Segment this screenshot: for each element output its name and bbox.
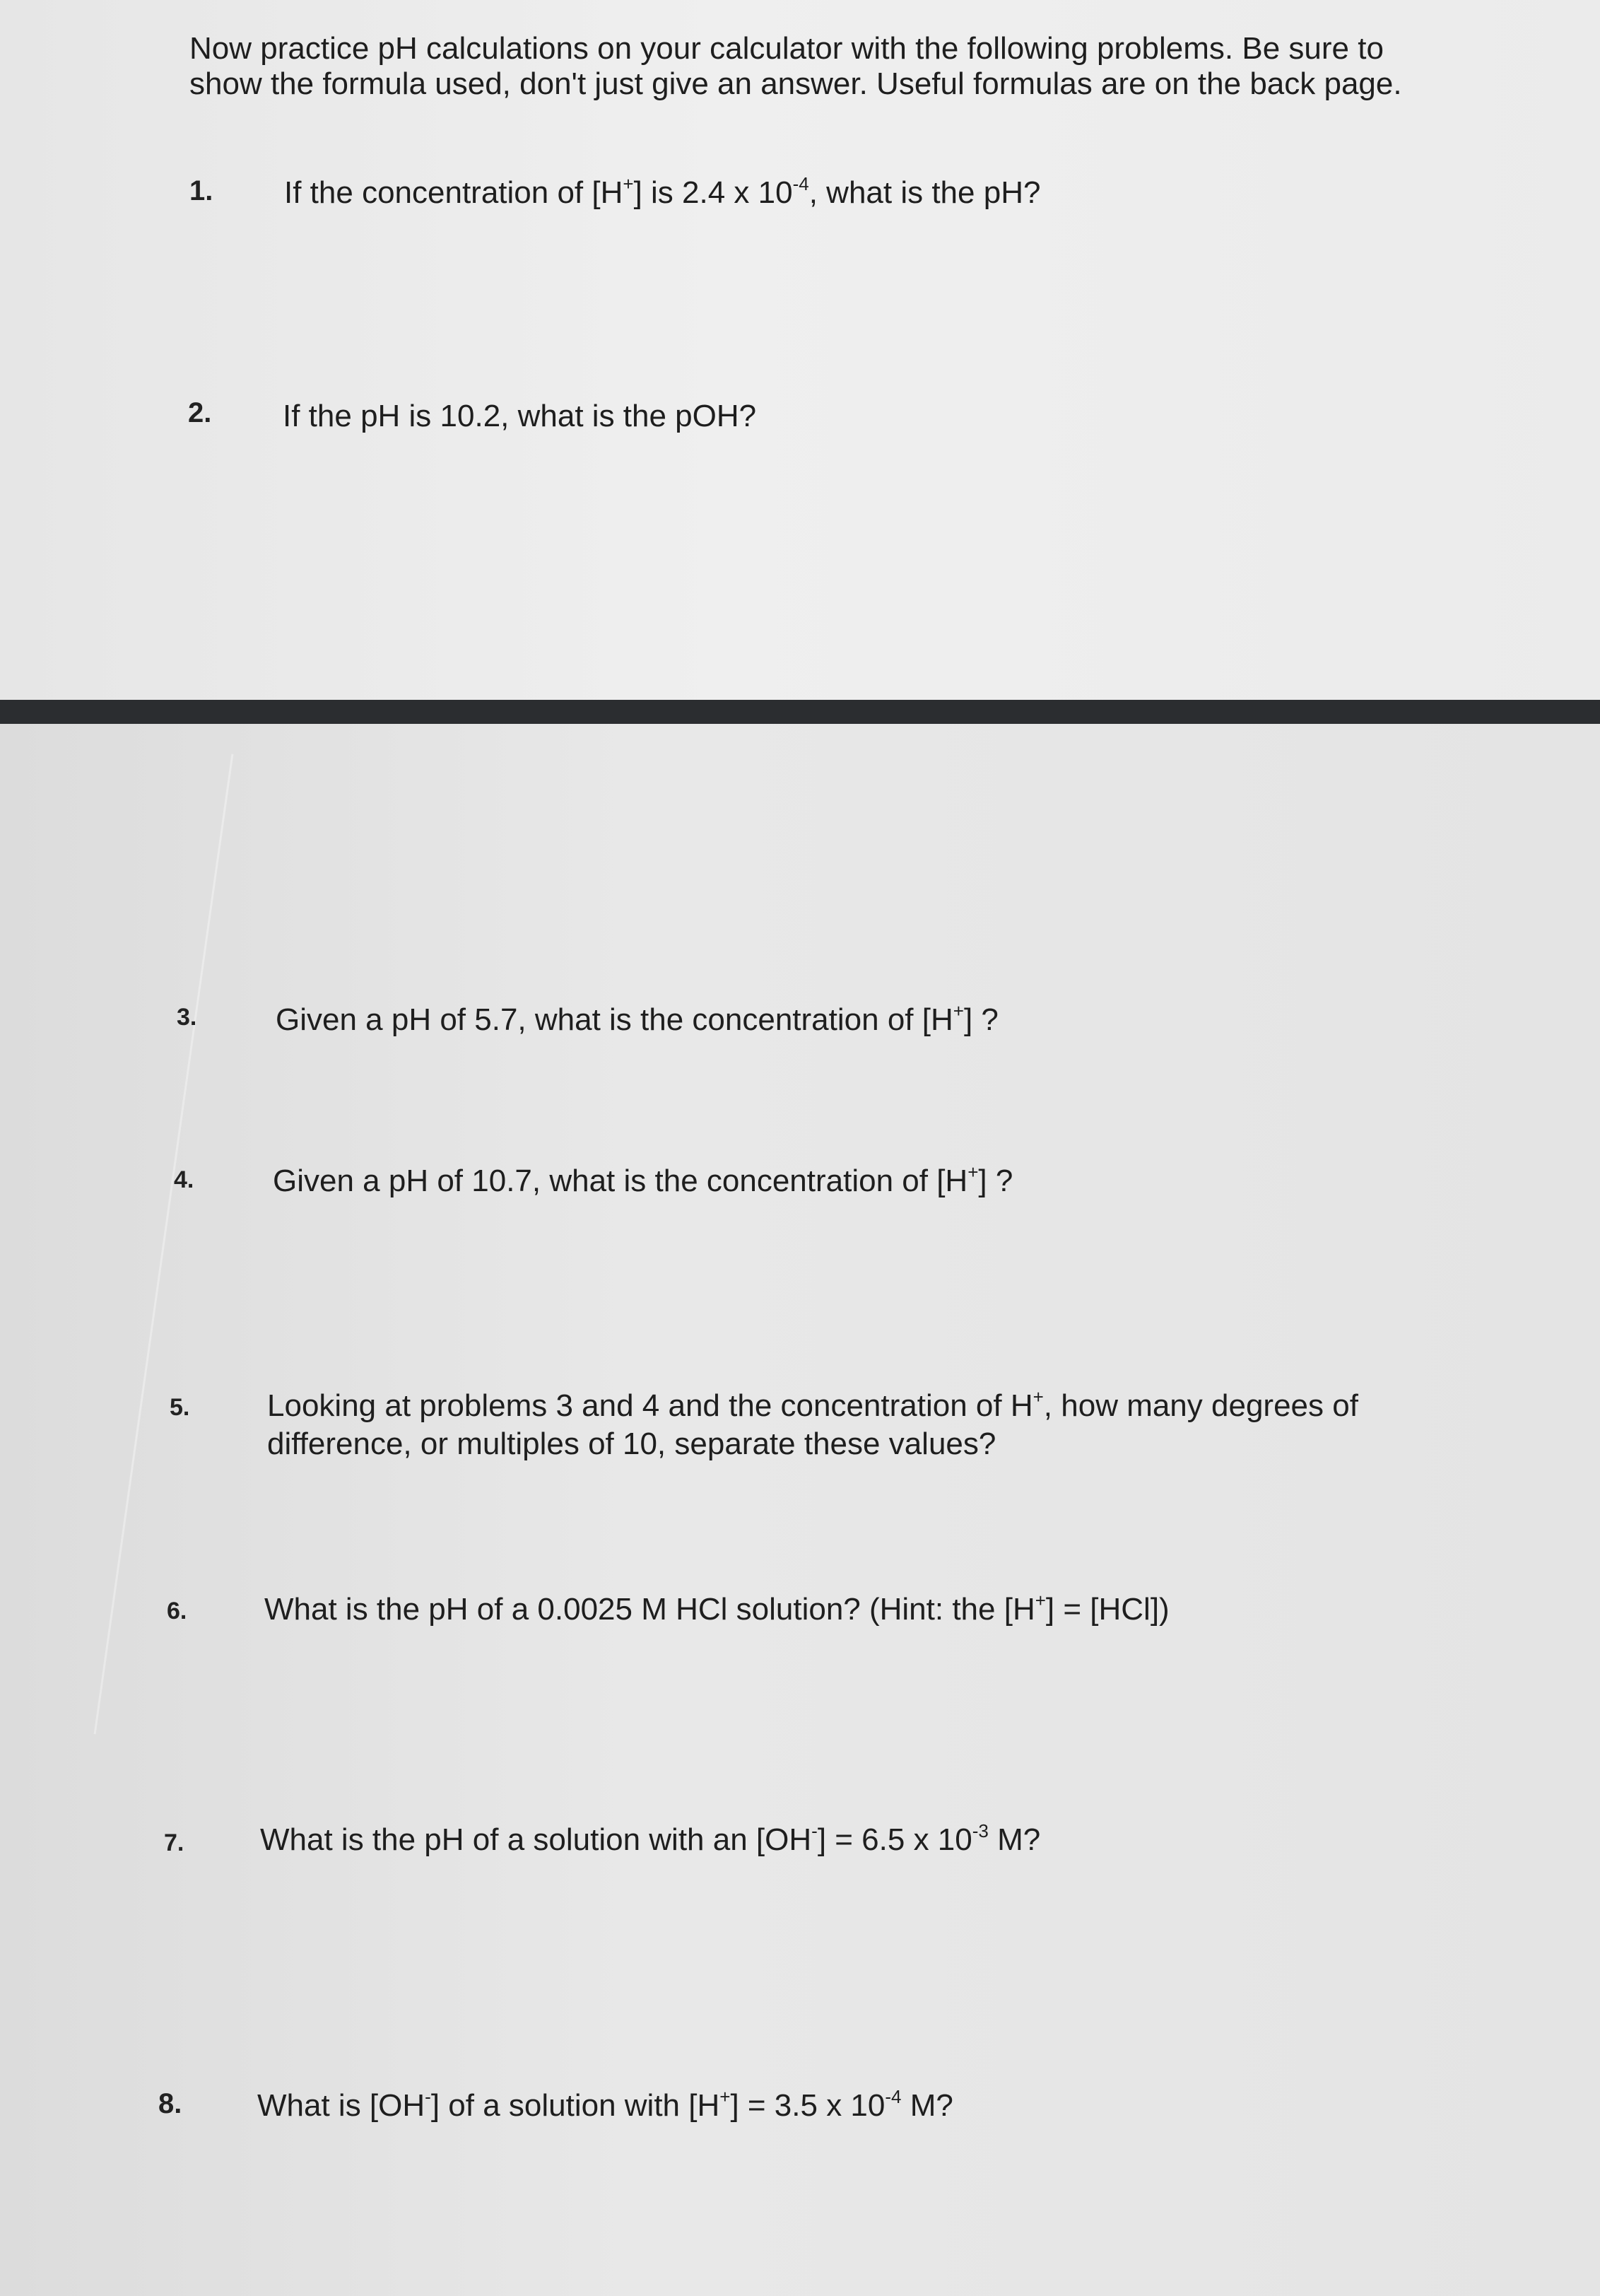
question-5-text: Looking at problems 3 and 4 and the concentration of H+, how many degrees of difference, or multiples of 10, separate these values? [267, 1386, 1358, 1461]
question-number: 5. [170, 1394, 190, 1421]
question-4-text: Given a pH of 10.7, what is the concentration of [H+] ? [273, 1161, 1013, 1198]
page-edge-shadow [0, 700, 1600, 724]
question-1-text: If the concentration of [H+] is 2.4 x $10^{-4}$, what is the pH? [284, 173, 1041, 210]
instructions-paragraph: Now practice pH calculations on your calculator with the following problems. Be sure to show the formula used, don't just give an answer. Useful formulas are on the back page. [189, 31, 1402, 101]
question-7-text: What is the pH of a solution with an [OH-] = 6.5 x $10^{-3}$ M? [260, 1820, 1041, 1857]
question-number: 1. [189, 175, 213, 206]
question-3-text: Given a pH of 5.7, what is the concentration of [H+] ? [276, 1000, 999, 1037]
worksheet-page-bottom [0, 724, 1600, 2296]
question-8-text: What is [OH-] of a solution with [H+] = 3.5 x $10^{-4}$ M? [257, 2086, 953, 2123]
question-number: 2. [188, 397, 212, 428]
question-number: 8. [158, 2088, 182, 2119]
question-number: 7. [164, 1829, 184, 1856]
question-number: 4. [174, 1166, 194, 1193]
question-6-text: What is the pH of a 0.0025 M HCl solution? (Hint: the [H+] = [HCl]) [264, 1590, 1170, 1627]
question-number: 3. [177, 1004, 197, 1031]
question-number: 6. [167, 1598, 187, 1624]
question-2-text: If the pH is 10.2, what is the pOH? [283, 399, 757, 433]
worksheet-page-top [0, 0, 1600, 700]
